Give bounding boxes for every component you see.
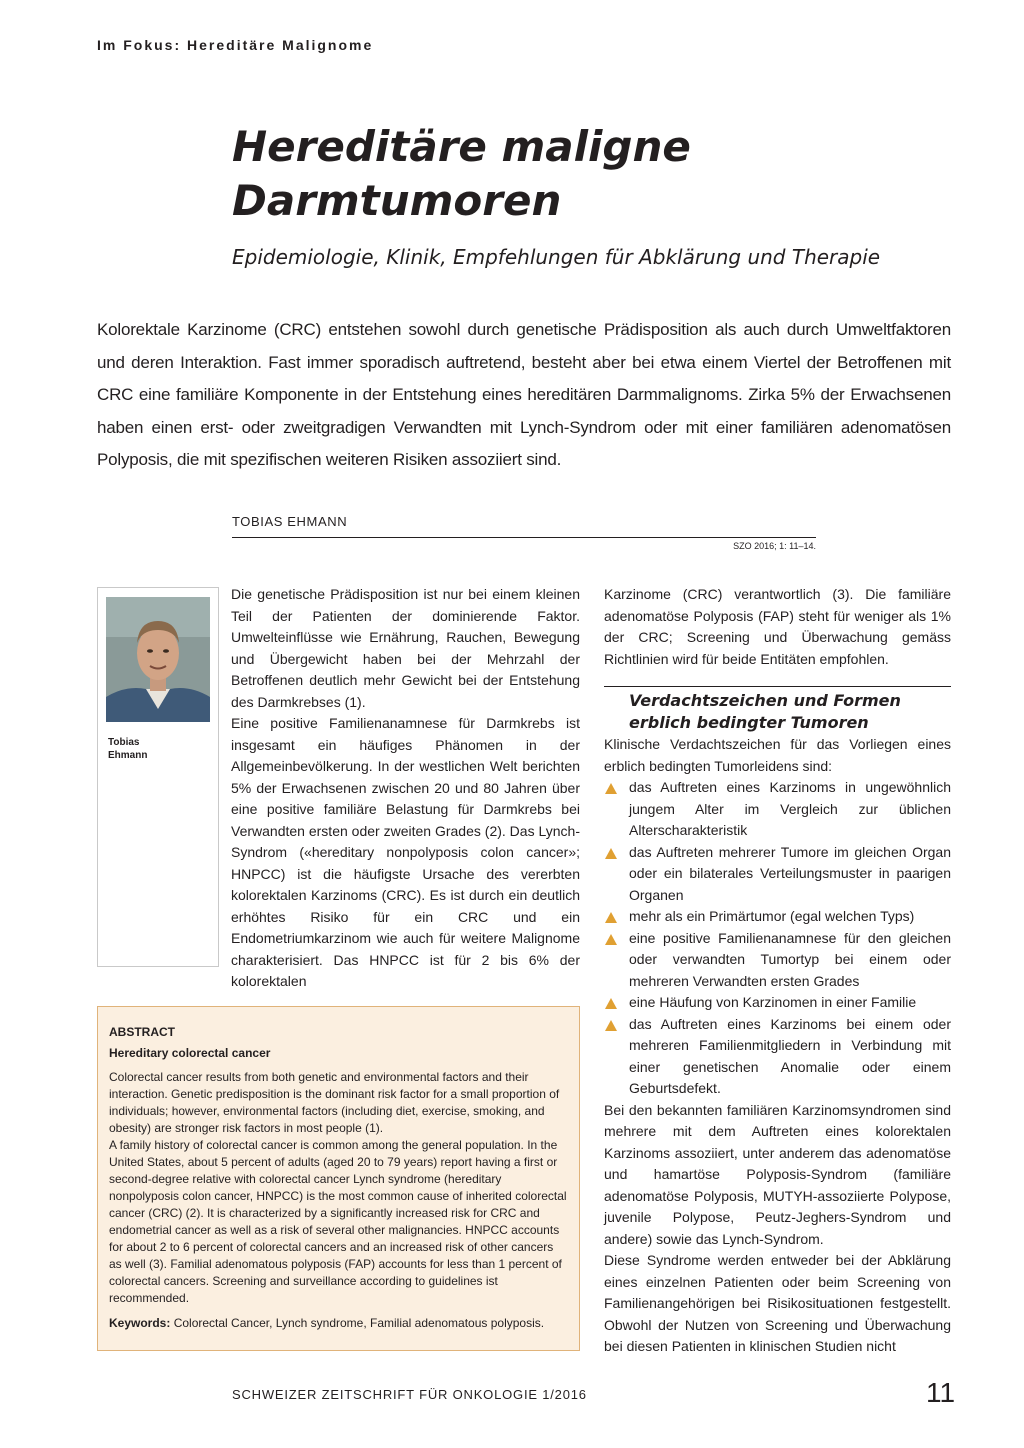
triangle-bullet-icon (605, 783, 617, 794)
list-item-text: das Auftreten mehrerer Tumore im gleichen Organ oder ein bilaterales Verteilungsmuster in paarigen Organen (629, 843, 951, 903)
abstract-keywords (109, 1315, 569, 1332)
list-item-text: eine Häufung von Karzinomen in einer Familie (629, 994, 917, 1010)
list-item (604, 777, 951, 842)
list-item (604, 992, 951, 1014)
author-divider (232, 537, 816, 538)
body-paragraph: Klinische Verdachtszeichen für das Vorliegen eines erblich bedingten Tumorleidens sind: (604, 736, 951, 774)
abstract-body (109, 1069, 569, 1307)
body-paragraph: Eine positive Familienanamnese für Darmkrebs ist insgesamt ein häufiges Phänomen in der Allgemeinbevölkerung. In der westlichen Welt berichten 5% der Erwachsenen zwischen 20 und 80 Jahren über eine positive familiäre Belastung für Darmkrebs bei Verwandten ersten oder zweiten Grades (2). Das Lynch-Syndrom («hereditary nonpolyposis colon cancer»; HNPCC) ist die häufigste Ursache des vererbten kolorektalen Karzinoms (CRC). Es ist durch ein deutlich erhöhtes Risiko für ein CRC und ein Endometriumkarzinom wie auch für weitere Malignome charakterisiert. Das HNPCC ist für 2 bis 6% der kolorektalen (231, 715, 580, 989)
article-title: Hereditäre maligne Darmtumoren (232, 122, 691, 225)
footer-journal: SCHWEIZER ZEITSCHRIFT FÜR ONKOLOGIE 1/2016 (232, 1387, 587, 1402)
lead-paragraph: Kolorektale Karzinome (CRC) entstehen sowohl durch genetische Prädisposition als auch durch Umweltfaktoren und deren Interaktion. Fast immer sporadisch auftretend, besteht aber bei etwa einem Viertel der Betroffenen mit CRC eine familiäre Komponente in der Entstehung eines hereditären Darmmalignoms. Zirka 5% der Erwachsenen haben einen erst- oder zweitgradigen Verwandten mit Lynch-Syndrom oder mit einer familiären adenomatösen Polyposis, die mit spezifischen weiteren Risiken assoziiert sind. (97, 320, 951, 469)
list-item-text: das Auftreten eines Karzinoms bei einem oder mehreren Familienmitgliedern in Verbindung mit einer genetischen Anomalie oder einem Geburtsdefekt. (629, 1015, 951, 1096)
list-item-text: eine positive Familienanamnese für den gleichen oder verwandten Tumortyp bei einem oder mehreren Verwandten ersten Grades (629, 929, 951, 989)
section-heading-line: Verdachtszeichen und Formen (629, 691, 901, 710)
list-item (604, 1014, 951, 1100)
body-column-2 (604, 584, 951, 1358)
triangle-bullet-icon (605, 912, 617, 923)
section-heading-line: erblich bedingter Tumoren (629, 713, 869, 732)
list-item (604, 906, 951, 928)
author-photo (106, 597, 210, 722)
citation: SZO 2016; 1: 11–14. (733, 541, 816, 551)
abstract-label: ABSTRACT (109, 1025, 175, 1039)
body-paragraph: Die genetische Prädisposition ist nur bei einem kleinen Teil der Patienten der dominierende Faktor. Umwelteinflüsse wie Ernährung, Rauchen, Bewegung und Übergewicht haben bei der Mehrzahl der Betroffenen deutlich mehr Gewicht bei der Entstehung des Darmkrebses (1). (231, 586, 580, 710)
triangle-bullet-icon (605, 934, 617, 945)
keywords-text: Colorectal Cancer, Lynch syndrome, Familial adenomatous polyposis. (170, 1316, 545, 1330)
triangle-bullet-icon (605, 1020, 617, 1031)
abstract-box (97, 1006, 580, 1351)
body-paragraph: Bei den bekannten familiären Karzinomsyndromen sind mehrere mit dem Auftreten eines kolorektalen Karzinoms assoziiert, unter anderem das adenomatöse und hamartöse Polyposis-Syndrom (familiäre adenomatöse Polyposis, MUTYH-assoziierte Polypose, juvenile Polypose, Peutz-Jeghers-Syndrom und andere) sowie das Lynch-Syndrom. (604, 1101, 951, 1247)
triangle-bullet-icon (605, 998, 617, 1009)
body-column-1 (231, 584, 580, 993)
abstract-paragraph: Colorectal cancer results from both genetic and environmental factors and their interaction. Genetic predisposition is the dominant risk factor for a small proportion of individuals; however, environmental factors (including diet, exercise, smoking, and obesity) are stronger risk factors in most people (1). (109, 1070, 560, 1135)
author-name: TOBIAS EHMANN (232, 514, 348, 529)
abstract-paragraph: A family history of colorectal cancer is common among the general population. In the United States, about 5 percent of adults (aged 20 to 79 years) report having a first or second-degree relative with colorectal cancer Lynch syndrome (hereditary nonpolyposis colon cancer, HNPCC) is the most common cause of inherited colorectal cancer (CRC) (2). It is characterized by a significantly increased risk for CRC and endometrial cancer as well as a risk of several other malignancies. HNPCC accounts for about 2 to 6 percent of colorectal cancers and an increased risk of other cancers as well (3). Familial adenomatous polyposis (FAP) accounts for less than 1 percent of colorectal cancers. Screening and surveillance according to guidelines ist recommended. (109, 1138, 567, 1305)
photo-caption-line: Tobias (108, 737, 140, 748)
triangle-bullet-icon (605, 848, 617, 859)
page-number: 11 (926, 1377, 956, 1408)
list-item (604, 842, 951, 907)
list-item (604, 928, 951, 993)
photo-caption (108, 736, 147, 762)
bullet-list (604, 777, 951, 1100)
keywords-label: Keywords: (109, 1316, 171, 1330)
body-paragraph: Diese Syndrome werden entweder bei der Abklärung eines einzelnen Patienten oder beim Screening von Familienangehörigen bei Risikosituationen festgestellt. Obwohl der Nutzen von Screening und Überwachung bei diesen Patienten in klinischen Studien nicht (604, 1252, 951, 1354)
list-item-text: mehr als ein Primärtumor (egal welchen Typs) (629, 908, 915, 924)
article-subtitle: Epidemiologie, Klinik, Empfehlungen für Abklärung und Therapie (232, 245, 881, 269)
body-paragraph: Karzinome (CRC) verantwortlich (3). Die familiäre adenomatöse Polyposis (FAP) steht für weniger als 1% der CRC; Screening und Überwachung gemäss Richtlinien wird für beide Entitäten empfohlen. (604, 586, 951, 667)
running-head: Im Fokus: Hereditäre Malignome (97, 37, 374, 53)
abstract-title: Hereditary colorectal cancer (109, 1046, 271, 1060)
section-divider (604, 686, 951, 687)
photo-caption-line: Ehmann (108, 750, 148, 761)
section-heading (604, 690, 951, 734)
list-item-text: das Auftreten eines Karzinoms in ungewöhnlich jungem Alter im Vergleich zur üblichen Alterscharakteristik (629, 779, 951, 838)
author-photo-box (97, 587, 219, 967)
